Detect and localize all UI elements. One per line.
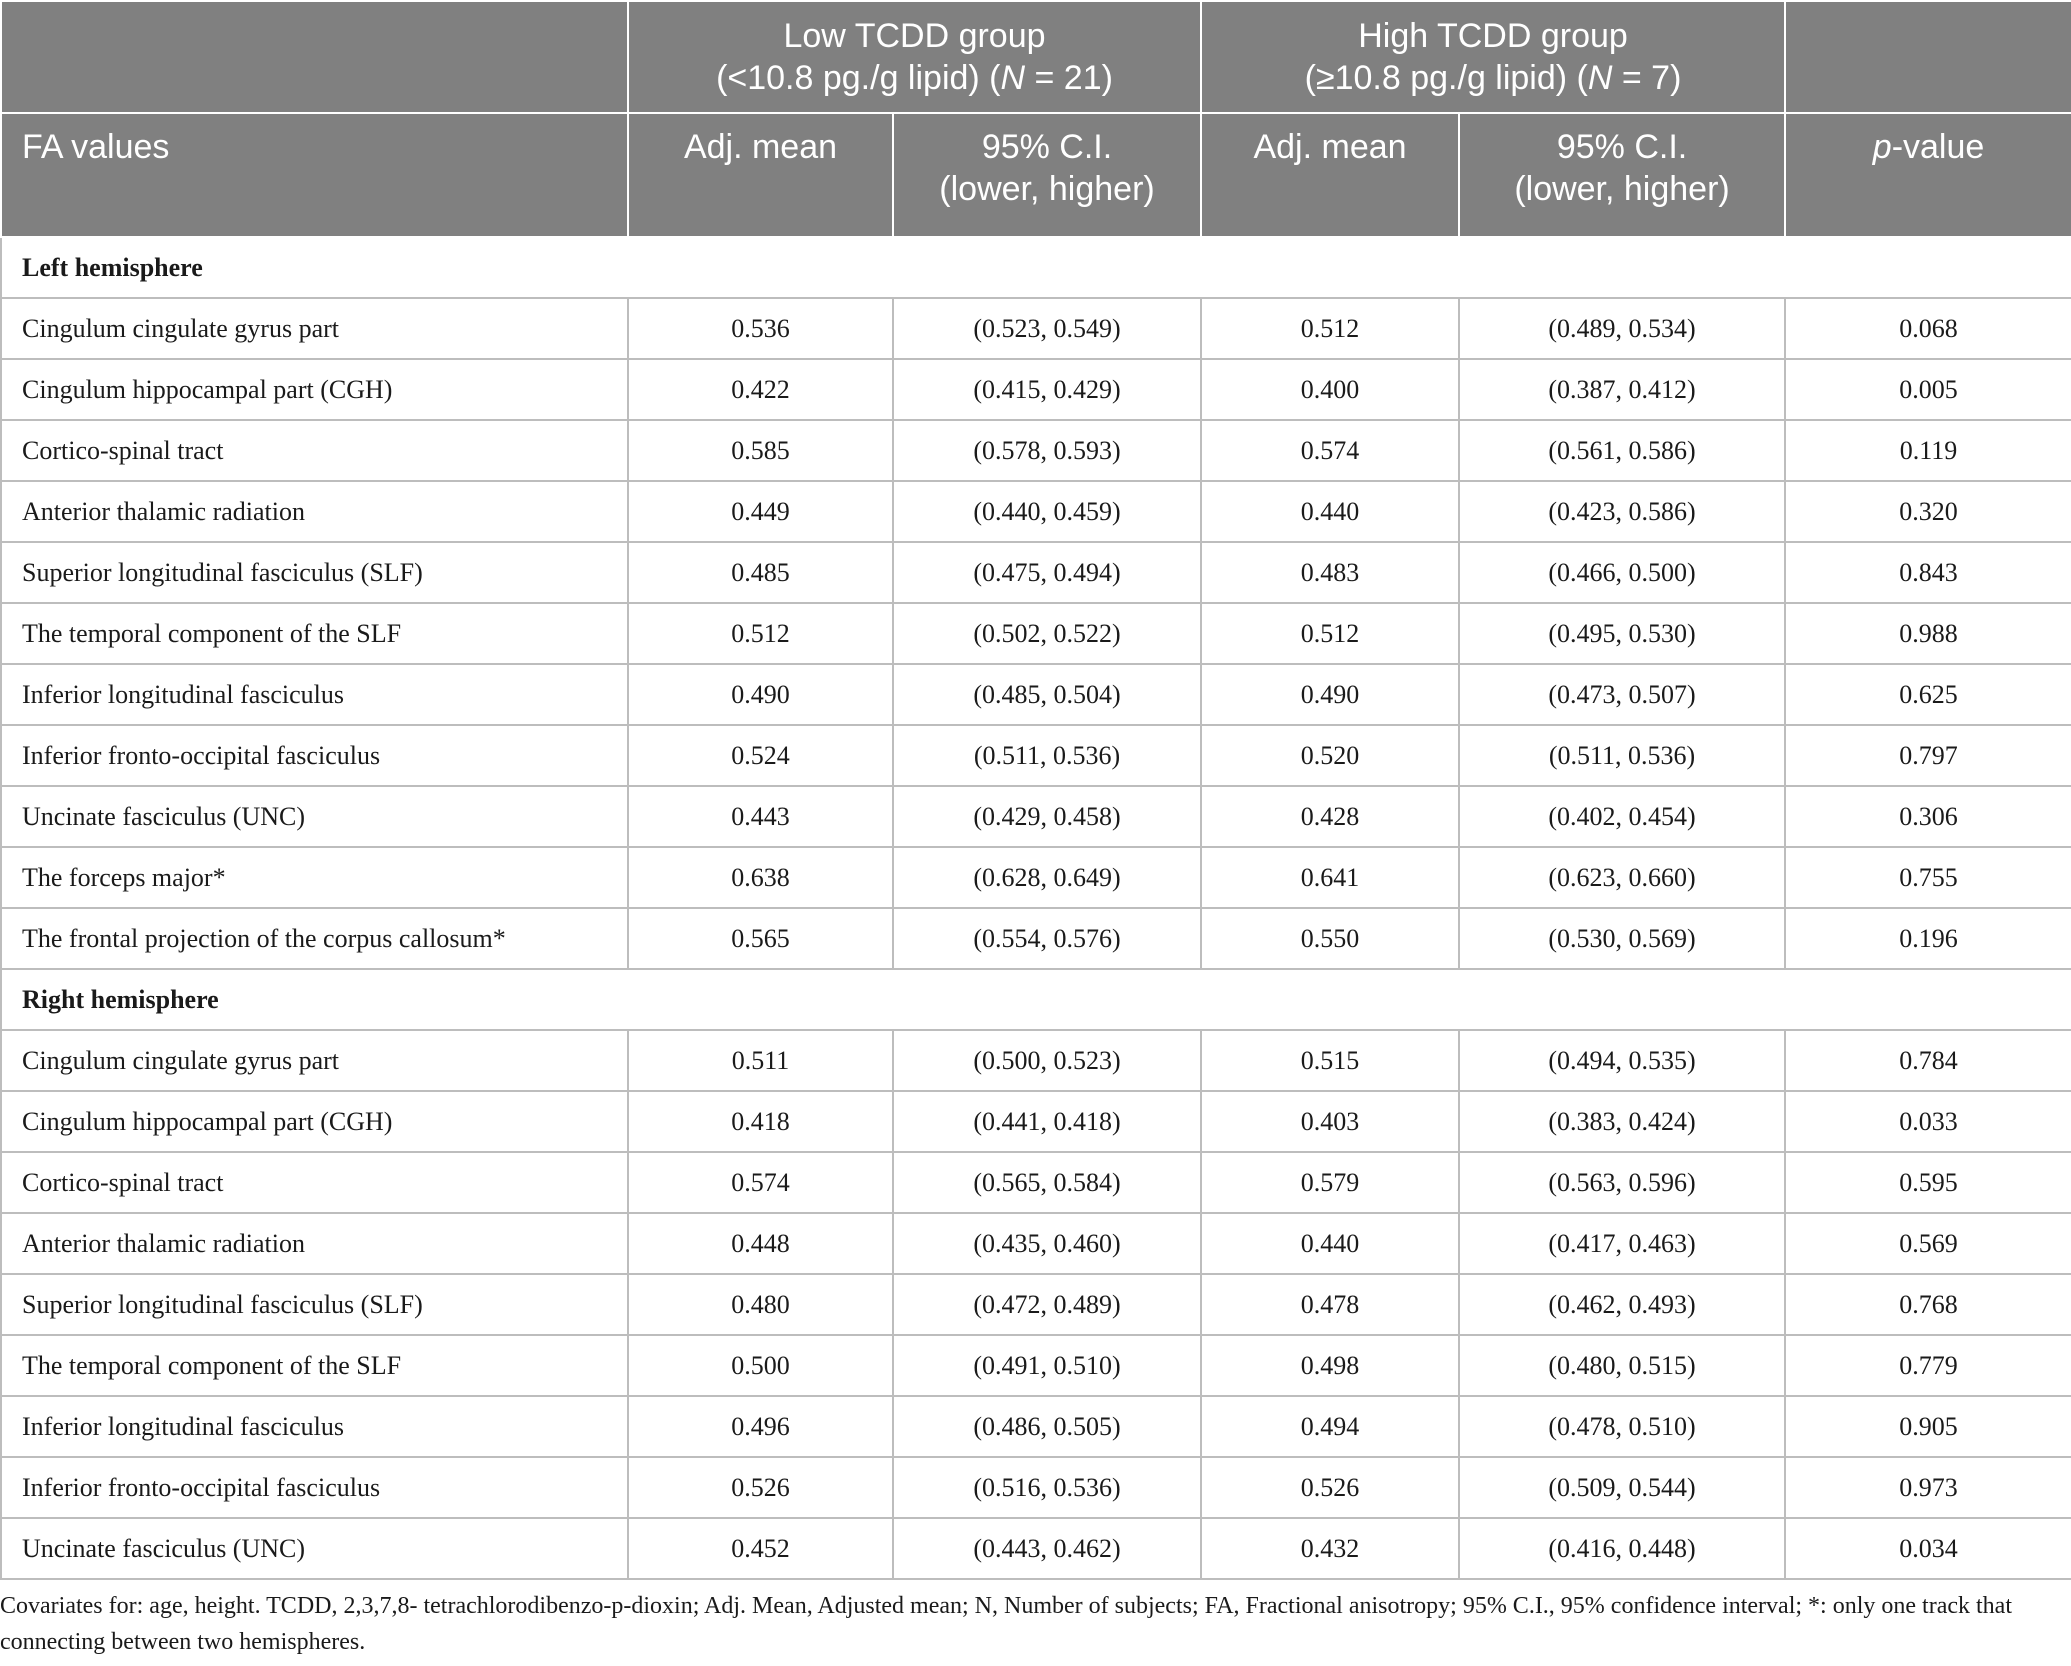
low-ci-cell: (0.486, 0.505) (893, 1396, 1201, 1457)
high-adj-mean-cell: 0.400 (1201, 359, 1459, 420)
low-ci-header (893, 113, 1201, 237)
tract-name-cell: Inferior fronto-occipital fasciculus (1, 1457, 628, 1518)
tract-name-cell: Inferior longitudinal fasciculus (1, 1396, 628, 1457)
low-ci-cell: (0.628, 0.649) (893, 847, 1201, 908)
table-row (1, 298, 2071, 359)
table-row (1, 786, 2071, 847)
p-value-cell: 0.306 (1785, 786, 2071, 847)
table-row (1, 908, 2071, 969)
low-adj-mean-cell: 0.524 (628, 725, 893, 786)
tract-name-cell: Uncinate fasciculus (UNC) (1, 1518, 628, 1579)
high-adj-mean-cell: 0.574 (1201, 420, 1459, 481)
p-value-header (1785, 113, 2071, 237)
low-ci-cell: (0.565, 0.584) (893, 1152, 1201, 1213)
high-ci-cell: (0.417, 0.463) (1459, 1213, 1785, 1274)
high-ci-cell: (0.530, 0.569) (1459, 908, 1785, 969)
high-ci-cell: (0.462, 0.493) (1459, 1274, 1785, 1335)
high-ci-cell: (0.466, 0.500) (1459, 542, 1785, 603)
high-ci-cell: (0.383, 0.424) (1459, 1091, 1785, 1152)
high-ci-cell: (0.563, 0.596) (1459, 1152, 1785, 1213)
low-ci-cell: (0.415, 0.429) (893, 359, 1201, 420)
high-adj-mean-cell: 0.428 (1201, 786, 1459, 847)
low-adj-mean-cell: 0.536 (628, 298, 893, 359)
high-ci-cell: (0.423, 0.586) (1459, 481, 1785, 542)
table-row (1, 603, 2071, 664)
p-value-cell: 0.033 (1785, 1091, 2071, 1152)
p-symbol: p (1872, 128, 1892, 166)
high-ci-cell: (0.495, 0.530) (1459, 603, 1785, 664)
high-adj-mean-cell: 0.512 (1201, 603, 1459, 664)
p-suffix: -value (1891, 128, 1985, 166)
tract-name-cell: Cingulum hippocampal part (CGH) (1, 1091, 628, 1152)
high-adj-mean-cell: 0.512 (1201, 298, 1459, 359)
low-adj-mean-cell: 0.443 (628, 786, 893, 847)
table-row (1, 1152, 2071, 1213)
low-ci-cell: (0.440, 0.459) (893, 481, 1201, 542)
high-ci-cell: (0.480, 0.515) (1459, 1335, 1785, 1396)
low-adj-mean-cell: 0.448 (628, 1213, 893, 1274)
high-group-title: High TCDD group (1358, 17, 1628, 55)
low-ci-cell: (0.491, 0.510) (893, 1335, 1201, 1396)
table-row (1, 1274, 2071, 1335)
high-adj-mean-cell: 0.579 (1201, 1152, 1459, 1213)
high-adj-mean-cell: 0.403 (1201, 1091, 1459, 1152)
high-adj-mean-cell: 0.432 (1201, 1518, 1459, 1579)
p-value-cell: 0.196 (1785, 908, 2071, 969)
p-value-cell: 0.320 (1785, 481, 2071, 542)
p-value-cell: 0.973 (1785, 1457, 2071, 1518)
high-ci-cell: (0.623, 0.660) (1459, 847, 1785, 908)
header-blank-cell-right (1785, 1, 2071, 113)
low-ci-cell: (0.443, 0.462) (893, 1518, 1201, 1579)
table-row (1, 725, 2071, 786)
high-ci-cell: (0.509, 0.544) (1459, 1457, 1785, 1518)
high-ci-cell: (0.511, 0.536) (1459, 725, 1785, 786)
low-adj-mean-cell: 0.500 (628, 1335, 893, 1396)
low-adj-mean-cell: 0.565 (628, 908, 893, 969)
low-adj-mean-cell: 0.418 (628, 1091, 893, 1152)
tract-name-cell: The temporal component of the SLF (1, 603, 628, 664)
tract-name-cell: Anterior thalamic radiation (1, 1213, 628, 1274)
high-adj-mean-cell: 0.490 (1201, 664, 1459, 725)
high-ci-header (1459, 113, 1785, 237)
tract-name-cell: Superior longitudinal fasciculus (SLF) (1, 1274, 628, 1335)
high-ci-cell: (0.489, 0.534) (1459, 298, 1785, 359)
section-title: Left hemisphere (1, 237, 2071, 298)
low-ci-cell: (0.429, 0.458) (893, 786, 1201, 847)
high-adj-mean-cell: 0.483 (1201, 542, 1459, 603)
tract-name-cell: Inferior longitudinal fasciculus (1, 664, 628, 725)
low-adj-mean-cell: 0.638 (628, 847, 893, 908)
tract-name-cell: Cingulum cingulate gyrus part (1, 298, 628, 359)
section-title: Right hemisphere (1, 969, 2071, 1030)
tract-name-cell: Cingulum hippocampal part (CGH) (1, 359, 628, 420)
section-header-row (1, 237, 2071, 298)
high-group-threshold: (≥10.8 pg./g lipid) ( (1304, 59, 1588, 97)
low-ci-cell: (0.485, 0.504) (893, 664, 1201, 725)
tract-name-cell: Superior longitudinal fasciculus (SLF) (1, 542, 628, 603)
high-ci-subtitle: (lower, higher) (1514, 170, 1730, 208)
low-ci-cell: (0.475, 0.494) (893, 542, 1201, 603)
table-row (1, 1335, 2071, 1396)
group-header-row (1, 1, 2071, 113)
p-value-cell: 0.005 (1785, 359, 2071, 420)
high-adj-mean-cell: 0.520 (1201, 725, 1459, 786)
high-group-count: = 7) (1612, 59, 1682, 97)
high-adj-mean-cell: 0.550 (1201, 908, 1459, 969)
column-header-row (1, 113, 2071, 237)
low-adj-mean-cell: 0.585 (628, 420, 893, 481)
p-value-cell: 0.595 (1785, 1152, 2071, 1213)
high-adj-mean-cell: 0.498 (1201, 1335, 1459, 1396)
low-adj-mean-cell: 0.511 (628, 1030, 893, 1091)
tract-name-cell: Anterior thalamic radiation (1, 481, 628, 542)
low-ci-cell: (0.435, 0.460) (893, 1213, 1201, 1274)
p-value-cell: 0.119 (1785, 420, 2071, 481)
low-adj-mean-cell: 0.574 (628, 1152, 893, 1213)
low-ci-cell: (0.516, 0.536) (893, 1457, 1201, 1518)
table-row (1, 359, 2071, 420)
high-adj-mean-cell: 0.515 (1201, 1030, 1459, 1091)
p-value-cell: 0.569 (1785, 1213, 2071, 1274)
high-adj-mean-cell: 0.440 (1201, 1213, 1459, 1274)
low-adj-mean-cell: 0.449 (628, 481, 893, 542)
tract-name-cell: The frontal projection of the corpus callosum* (1, 908, 628, 969)
table-row (1, 847, 2071, 908)
low-tcdd-group-header (628, 1, 1201, 113)
fa-values-header: FA values (1, 113, 628, 237)
p-value-cell: 0.034 (1785, 1518, 2071, 1579)
p-value-cell: 0.779 (1785, 1335, 2071, 1396)
p-value-cell: 0.768 (1785, 1274, 2071, 1335)
low-adj-mean-cell: 0.452 (628, 1518, 893, 1579)
low-ci-cell: (0.441, 0.418) (893, 1091, 1201, 1152)
high-adj-mean-cell: 0.526 (1201, 1457, 1459, 1518)
tract-name-cell: Inferior fronto-occipital fasciculus (1, 725, 628, 786)
table-row (1, 1457, 2071, 1518)
high-group-n-symbol: N (1587, 59, 1613, 97)
low-adj-mean-cell: 0.526 (628, 1457, 893, 1518)
tract-name-cell: Cingulum cingulate gyrus part (1, 1030, 628, 1091)
table-row (1, 1030, 2071, 1091)
high-ci-cell: (0.416, 0.448) (1459, 1518, 1785, 1579)
tract-name-cell: Cortico-spinal tract (1, 1152, 628, 1213)
high-adj-mean-cell: 0.641 (1201, 847, 1459, 908)
high-ci-cell: (0.561, 0.586) (1459, 420, 1785, 481)
p-value-cell: 0.988 (1785, 603, 2071, 664)
p-value-cell: 0.905 (1785, 1396, 2071, 1457)
low-ci-subtitle: (lower, higher) (939, 170, 1155, 208)
low-adj-mean-header: Adj. mean (628, 113, 893, 237)
section-header-row (1, 969, 2071, 1030)
low-ci-cell: (0.502, 0.522) (893, 603, 1201, 664)
low-adj-mean-cell: 0.512 (628, 603, 893, 664)
high-adj-mean-cell: 0.494 (1201, 1396, 1459, 1457)
low-group-count: = 21) (1025, 59, 1113, 97)
high-adj-mean-header: Adj. mean (1201, 113, 1459, 237)
tract-name-cell: Uncinate fasciculus (UNC) (1, 786, 628, 847)
tract-name-cell: Cortico-spinal tract (1, 420, 628, 481)
tract-name-cell: The forceps major* (1, 847, 628, 908)
low-adj-mean-cell: 0.485 (628, 542, 893, 603)
table-row (1, 1213, 2071, 1274)
table-row (1, 664, 2071, 725)
high-tcdd-group-header (1201, 1, 1785, 113)
table-body (1, 237, 2071, 1579)
p-value-cell: 0.625 (1785, 664, 2071, 725)
low-group-title: Low TCDD group (783, 17, 1046, 55)
p-value-cell: 0.784 (1785, 1030, 2071, 1091)
p-value-cell: 0.755 (1785, 847, 2071, 908)
low-adj-mean-cell: 0.496 (628, 1396, 893, 1457)
high-ci-cell: (0.494, 0.535) (1459, 1030, 1785, 1091)
low-ci-cell: (0.472, 0.489) (893, 1274, 1201, 1335)
low-ci-cell: (0.511, 0.536) (893, 725, 1201, 786)
header-blank-cell (1, 1, 628, 113)
high-adj-mean-cell: 0.440 (1201, 481, 1459, 542)
tract-name-cell: The temporal component of the SLF (1, 1335, 628, 1396)
table-row (1, 1091, 2071, 1152)
low-adj-mean-cell: 0.422 (628, 359, 893, 420)
low-ci-cell: (0.500, 0.523) (893, 1030, 1201, 1091)
high-ci-title: 95% C.I. (1556, 128, 1688, 166)
table-row (1, 481, 2071, 542)
table-row (1, 542, 2071, 603)
low-adj-mean-cell: 0.490 (628, 664, 893, 725)
p-value-cell: 0.068 (1785, 298, 2071, 359)
low-group-n-symbol: N (1000, 59, 1026, 97)
low-adj-mean-cell: 0.480 (628, 1274, 893, 1335)
high-ci-cell: (0.473, 0.507) (1459, 664, 1785, 725)
table-row (1, 420, 2071, 481)
low-group-threshold: (<10.8 pg./g lipid) ( (716, 59, 1001, 97)
p-value-cell: 0.843 (1785, 542, 2071, 603)
table-row (1, 1518, 2071, 1579)
low-ci-cell: (0.578, 0.593) (893, 420, 1201, 481)
high-ci-cell: (0.387, 0.412) (1459, 359, 1785, 420)
high-ci-cell: (0.478, 0.510) (1459, 1396, 1785, 1457)
low-ci-cell: (0.523, 0.549) (893, 298, 1201, 359)
high-adj-mean-cell: 0.478 (1201, 1274, 1459, 1335)
low-ci-cell: (0.554, 0.576) (893, 908, 1201, 969)
table-row (1, 1396, 2071, 1457)
low-ci-title: 95% C.I. (981, 128, 1113, 166)
p-value-cell: 0.797 (1785, 725, 2071, 786)
table-footnote: Covariates for: age, height. TCDD, 2,3,7,8- tetrachlorodibenzo-p-dioxin; Adj. Mean, Adjusted mean; N, Number of subjects; FA, Fractional anisotropy; 95% C.I., 95% confidence interval; *: only one track that connecting between two hemispheres. (0, 1593, 2012, 1655)
high-ci-cell: (0.402, 0.454) (1459, 786, 1785, 847)
